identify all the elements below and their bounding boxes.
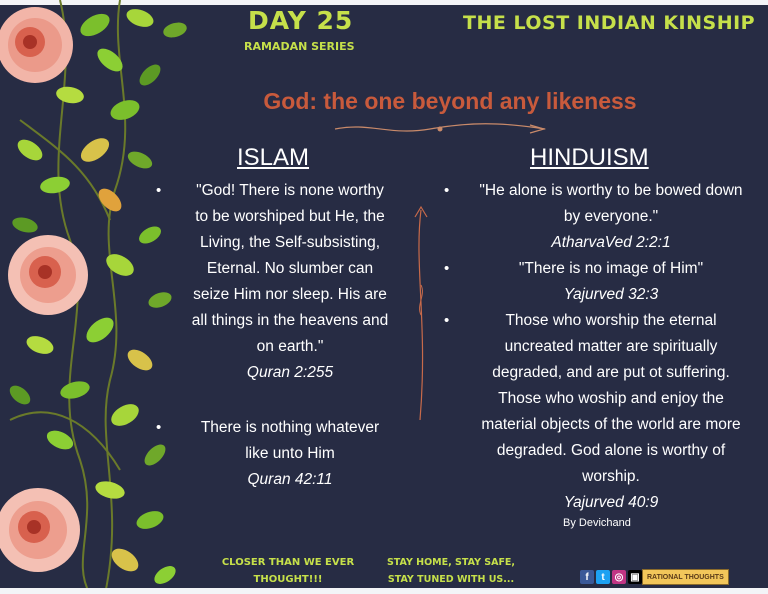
hindu-quote-3 (458, 308, 764, 516)
bullet: • (444, 260, 450, 277)
scripture-reference: Yajurved 32:3 (563, 286, 659, 303)
text-line: seize Him nor sleep. His are (193, 286, 387, 303)
bottom-border (0, 588, 768, 594)
rose-bottom (0, 488, 80, 572)
scripture-reference: Quran 2:255 (246, 364, 334, 381)
title-ornament (330, 122, 550, 136)
message-line: STAY TUNED WITH US... (387, 574, 515, 585)
text-line: degraded. God alone is worthy of (496, 442, 726, 459)
text-line: "There is no image of Him" (518, 260, 704, 277)
message-line: STAY HOME, STAY SAFE, (386, 557, 516, 568)
heading-hinduism: HINDUISM (530, 144, 649, 171)
text-line: to be worshiped but He, the (195, 208, 385, 225)
text-line: material objects of the world are more (481, 416, 741, 433)
text-line: on earth." (256, 338, 324, 355)
bullet: • (156, 182, 162, 199)
text-line: Those who worship the eternal (505, 312, 717, 329)
islam-quote-1 (170, 178, 410, 386)
column-divider (410, 205, 432, 425)
text-line: Eternal. No slumber can (206, 260, 374, 277)
day-number: DAY 25 (248, 6, 354, 35)
bullet: • (444, 312, 450, 329)
facebook-icon[interactable]: f (580, 570, 594, 584)
scripture-reference: AtharvaVed 2:2:1 (551, 234, 671, 251)
page-title: God: the one beyond any likeness (263, 88, 637, 114)
hindu-quote-1 (458, 178, 764, 256)
text-line: by everyone." (563, 208, 659, 225)
text-line: worship. (582, 468, 640, 485)
text-line: "God! There is none worthy (196, 182, 384, 199)
rational-thoughts-badge: RATIONAL THOUGHTS (642, 569, 729, 585)
footer-tagline (212, 554, 364, 588)
rational-thoughts-logo-icon: ▣ (628, 570, 642, 584)
text-line: degraded, and are put ot suffering. (492, 364, 730, 381)
instagram-icon[interactable]: ◎ (612, 570, 626, 584)
series-label: RAMADAN SERIES (244, 40, 355, 53)
text-line: uncreated matter are spiritually (504, 338, 718, 355)
rose-top (0, 7, 73, 83)
twitter-icon[interactable]: t (596, 570, 610, 584)
text-line: "He alone is worthy to be bowed down (479, 182, 743, 199)
byline: By Devichand (563, 517, 631, 529)
heading-islam: ISLAM (237, 144, 310, 171)
footer-message (381, 554, 521, 588)
islam-quote-2 (170, 415, 410, 493)
text-line: There is nothing whatever (200, 419, 380, 436)
text-line: like unto Him (245, 445, 335, 462)
scripture-reference: Yajurved 40:9 (563, 494, 659, 511)
tagline-line: THOUGHT!!! (253, 574, 323, 585)
scripture-reference: Quran 42:11 (247, 471, 333, 488)
bullet: • (156, 419, 162, 436)
rose-middle (8, 235, 88, 315)
bullet: • (444, 182, 450, 199)
text-line: all things in the heavens and (191, 312, 389, 329)
hindu-quote-2 (458, 256, 764, 308)
social-bar (580, 569, 729, 585)
series-title: THE LOST INDIAN KINSHIP (463, 12, 756, 34)
text-line: Those who woship and enjoy the (498, 390, 724, 407)
text-line: Living, the Self-subsisting, (199, 234, 381, 251)
tagline-line: CLOSER THAN WE EVER (221, 557, 355, 568)
